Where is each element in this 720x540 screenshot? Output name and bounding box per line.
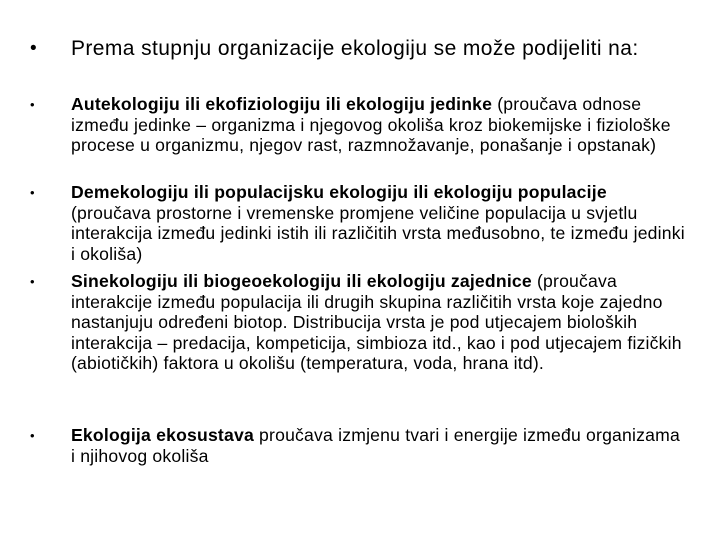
intro-text: Prema stupnju organizacije ekologiju se može podijeliti na:: [71, 37, 639, 60]
item-term: Autekologiju ili ekofiziologiju ili ekologiju jedinke: [71, 94, 493, 114]
item-description: proučava izmjenu tvari i energije između organizama i njihovog okoliša: [71, 425, 680, 466]
intro-list-item: [30, 37, 671, 60]
item-term: Sinekologiju ili biogeoekologiju ili ekologiju zajednice: [71, 271, 532, 291]
bullet-icon: •: [30, 185, 35, 200]
bullet-icon: •: [30, 274, 35, 289]
bullet-icon: •: [30, 97, 35, 112]
list-item-ekosustav: [30, 425, 686, 466]
item-description: (proučava prostorne i vremenske promjene veličine populacija u svjetlu interakcija između jedinki istih ili različitih vrsta međusobno, te između jedinki i okoliša): [71, 202, 685, 264]
item-description: (proučava odnose između jedinke – organizma i njegovog okoliša kroz biokemijske i fiziološke procese u organizmu, njegov rast, razmnožavanje, ponašanje i opstanak): [71, 94, 671, 155]
bullet-icon: •: [30, 38, 38, 59]
list-item-demekologija: [30, 182, 686, 264]
item-description: (proučava interakcije između populacija ili drugih skupina različitih vrsta koje zajedno nastanjuju određeni biotop. Distribucija vrsta je pod utjecajem bioloških interakcija – predacija, kompeticija, simbioza itd., kao i pod utjecajem fizičkih (abiotičkih) faktora u okolišu (temperatura, voda, hrana itd).: [71, 271, 682, 373]
list-item-sinekologija: [30, 271, 686, 374]
item-term: Demekologiju ili populacijsku ekologiju ili ekologiju populacije: [71, 182, 607, 202]
bullet-icon: •: [30, 428, 35, 443]
list-item-autekologija: [30, 94, 686, 156]
item-term: Ekologija ekosustava: [71, 425, 254, 445]
